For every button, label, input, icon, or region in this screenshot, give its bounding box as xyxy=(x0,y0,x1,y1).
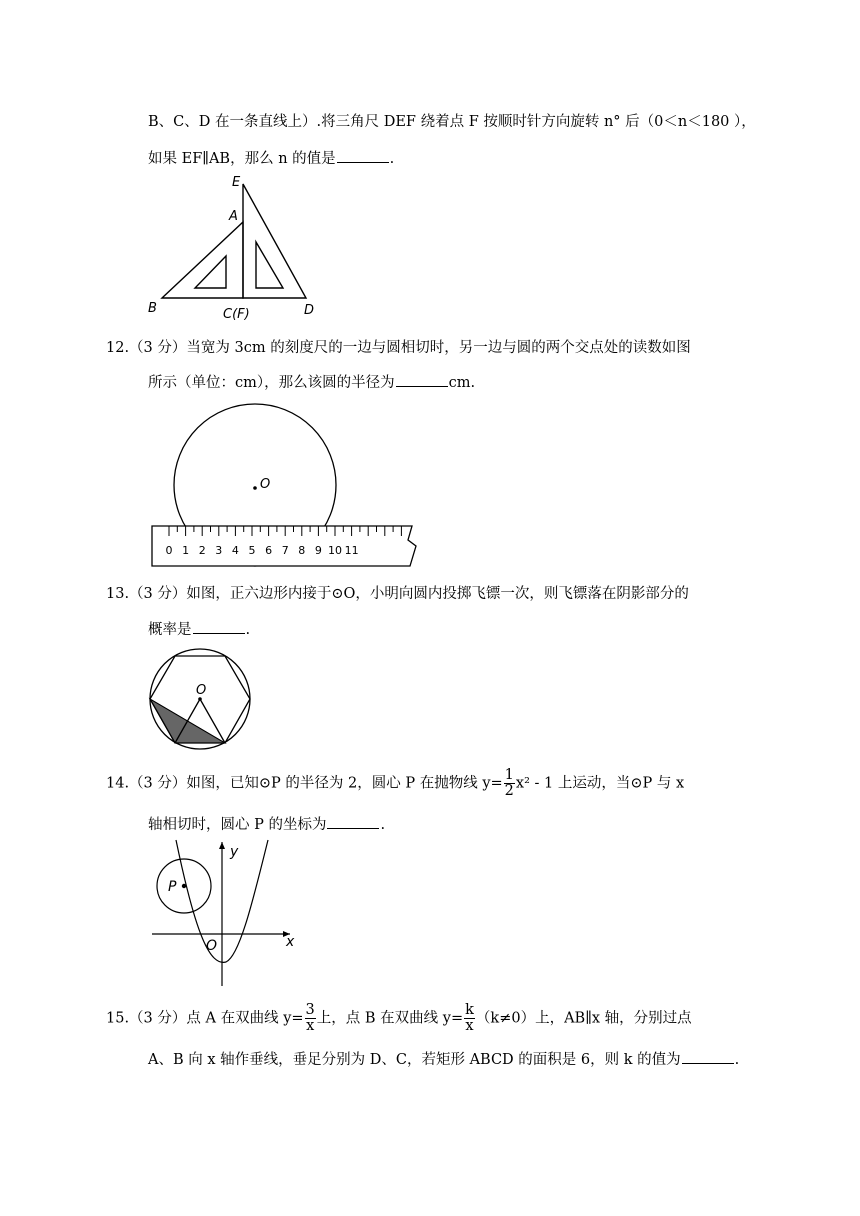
q11-line2-text: 如果 EF∥AB，那么 n 的值是 xyxy=(148,151,336,167)
ruler-number: 10 xyxy=(328,544,342,557)
q12-line2-end: cm. xyxy=(448,375,476,391)
ruler-number: 7 xyxy=(281,544,289,557)
q15-text-line2 xyxy=(148,1049,739,1070)
q11-text-line1: B、C、D 在一条直线上）.将三角尺 DEF 绕着点 F 按顺时针方向旋转 n° 后（0＜n＜180 ）， xyxy=(148,114,756,130)
q14-parabola-figure xyxy=(148,836,308,996)
ruler-number: 5 xyxy=(248,544,256,557)
q14-line2-end: . xyxy=(380,817,386,833)
label-CF: C(F) xyxy=(223,307,250,322)
ruler xyxy=(152,526,416,566)
label-P: P xyxy=(168,879,177,895)
ruler-number: 0 xyxy=(165,544,173,557)
q15-line1-a: 15.（3 分）点 A 在双曲线 y= xyxy=(106,1010,304,1027)
label-x: x xyxy=(286,934,295,950)
q15-answer-blank[interactable] xyxy=(682,1049,734,1064)
fraction-half: $\frac{1}{2}$ xyxy=(504,767,514,799)
q14-text-line1 xyxy=(106,768,684,799)
label-O: O xyxy=(206,938,218,954)
label-D: D xyxy=(304,303,315,318)
triangle-def xyxy=(243,184,306,298)
ruler-number: 6 xyxy=(265,544,273,557)
fraction-3-over-x: $\frac{3}{x}$ xyxy=(305,1002,315,1034)
ruler-number: 1 xyxy=(182,544,190,557)
ruler-number: 8 xyxy=(298,544,306,557)
q13-line2-end: . xyxy=(245,622,251,638)
y-arrow xyxy=(219,842,225,849)
center-dot xyxy=(253,486,257,490)
label-B: B xyxy=(148,301,157,316)
q11-answer-blank[interactable] xyxy=(337,148,389,163)
q13-line2-text: 概率是 xyxy=(148,622,192,638)
triangle-abc-inner xyxy=(195,256,226,288)
point-P xyxy=(182,884,186,888)
q15-line2-end: . xyxy=(734,1052,740,1068)
q11-line2-end: . xyxy=(389,151,395,167)
q14-line1-text: 14.（3 分）如图，已知⊙P 的半径为 2，圆心 P 在抛物线 y= xyxy=(106,775,503,792)
q12-text-line1: 12.（3 分）当宽为 3cm 的刻度尺的一边与圆相切时，另一边与圆的两个交点处的读数如图 xyxy=(106,340,691,356)
q12-answer-blank[interactable] xyxy=(396,372,448,387)
q15-text-line1 xyxy=(106,1003,692,1034)
ruler-number: 2 xyxy=(198,544,206,557)
q13-text-line1: 13.（3 分）如图，正六边形内接于⊙O，小明向圆内投掷飞镖一次，则飞镖落在阴影部分的 xyxy=(106,586,689,602)
ruler-number: 3 xyxy=(215,544,223,557)
q12-circle-ruler-figure xyxy=(146,400,426,575)
q14-line2-text: 轴相切时，圆心 P 的坐标为 xyxy=(148,817,327,833)
triangle-abc xyxy=(162,222,243,298)
ruler-number: 11 xyxy=(344,544,359,557)
center-label: O xyxy=(260,477,271,492)
q13-hexagon-figure xyxy=(146,644,256,749)
label-E: E xyxy=(232,175,241,190)
q14-line1-end: x² - 1 上运动，当⊙P 与 x xyxy=(515,775,685,792)
q12-line2-text: 所示（单位：cm），那么该圆的半径为 xyxy=(148,375,395,391)
ruler-number: 9 xyxy=(314,544,322,557)
q15-line2-text: A、B 向 x 轴作垂线，垂足分别为 D、C，若矩形 ABCD 的面积是 6，则 k 的值为 xyxy=(148,1052,681,1068)
q12-text-line2 xyxy=(148,372,475,393)
q11-text-line2 xyxy=(148,148,394,169)
fraction-k-over-x: $\frac{k}{x}$ xyxy=(465,1002,474,1034)
q14-answer-blank[interactable] xyxy=(327,814,379,829)
q13-text-line2 xyxy=(148,619,250,640)
q14-text-line2 xyxy=(148,814,385,835)
q11-triangle-figure xyxy=(140,170,330,330)
center-label: O xyxy=(196,683,207,698)
q15-line1-b: 上，点 B 在双曲线 y= xyxy=(316,1010,464,1027)
label-y: y xyxy=(230,844,239,860)
label-A: A xyxy=(229,209,238,224)
q15-line1-c: （k≠0）上，AB∥x 轴，分别过点 xyxy=(475,1010,692,1027)
q13-answer-blank[interactable] xyxy=(193,619,245,634)
ruler-number: 4 xyxy=(231,544,239,557)
